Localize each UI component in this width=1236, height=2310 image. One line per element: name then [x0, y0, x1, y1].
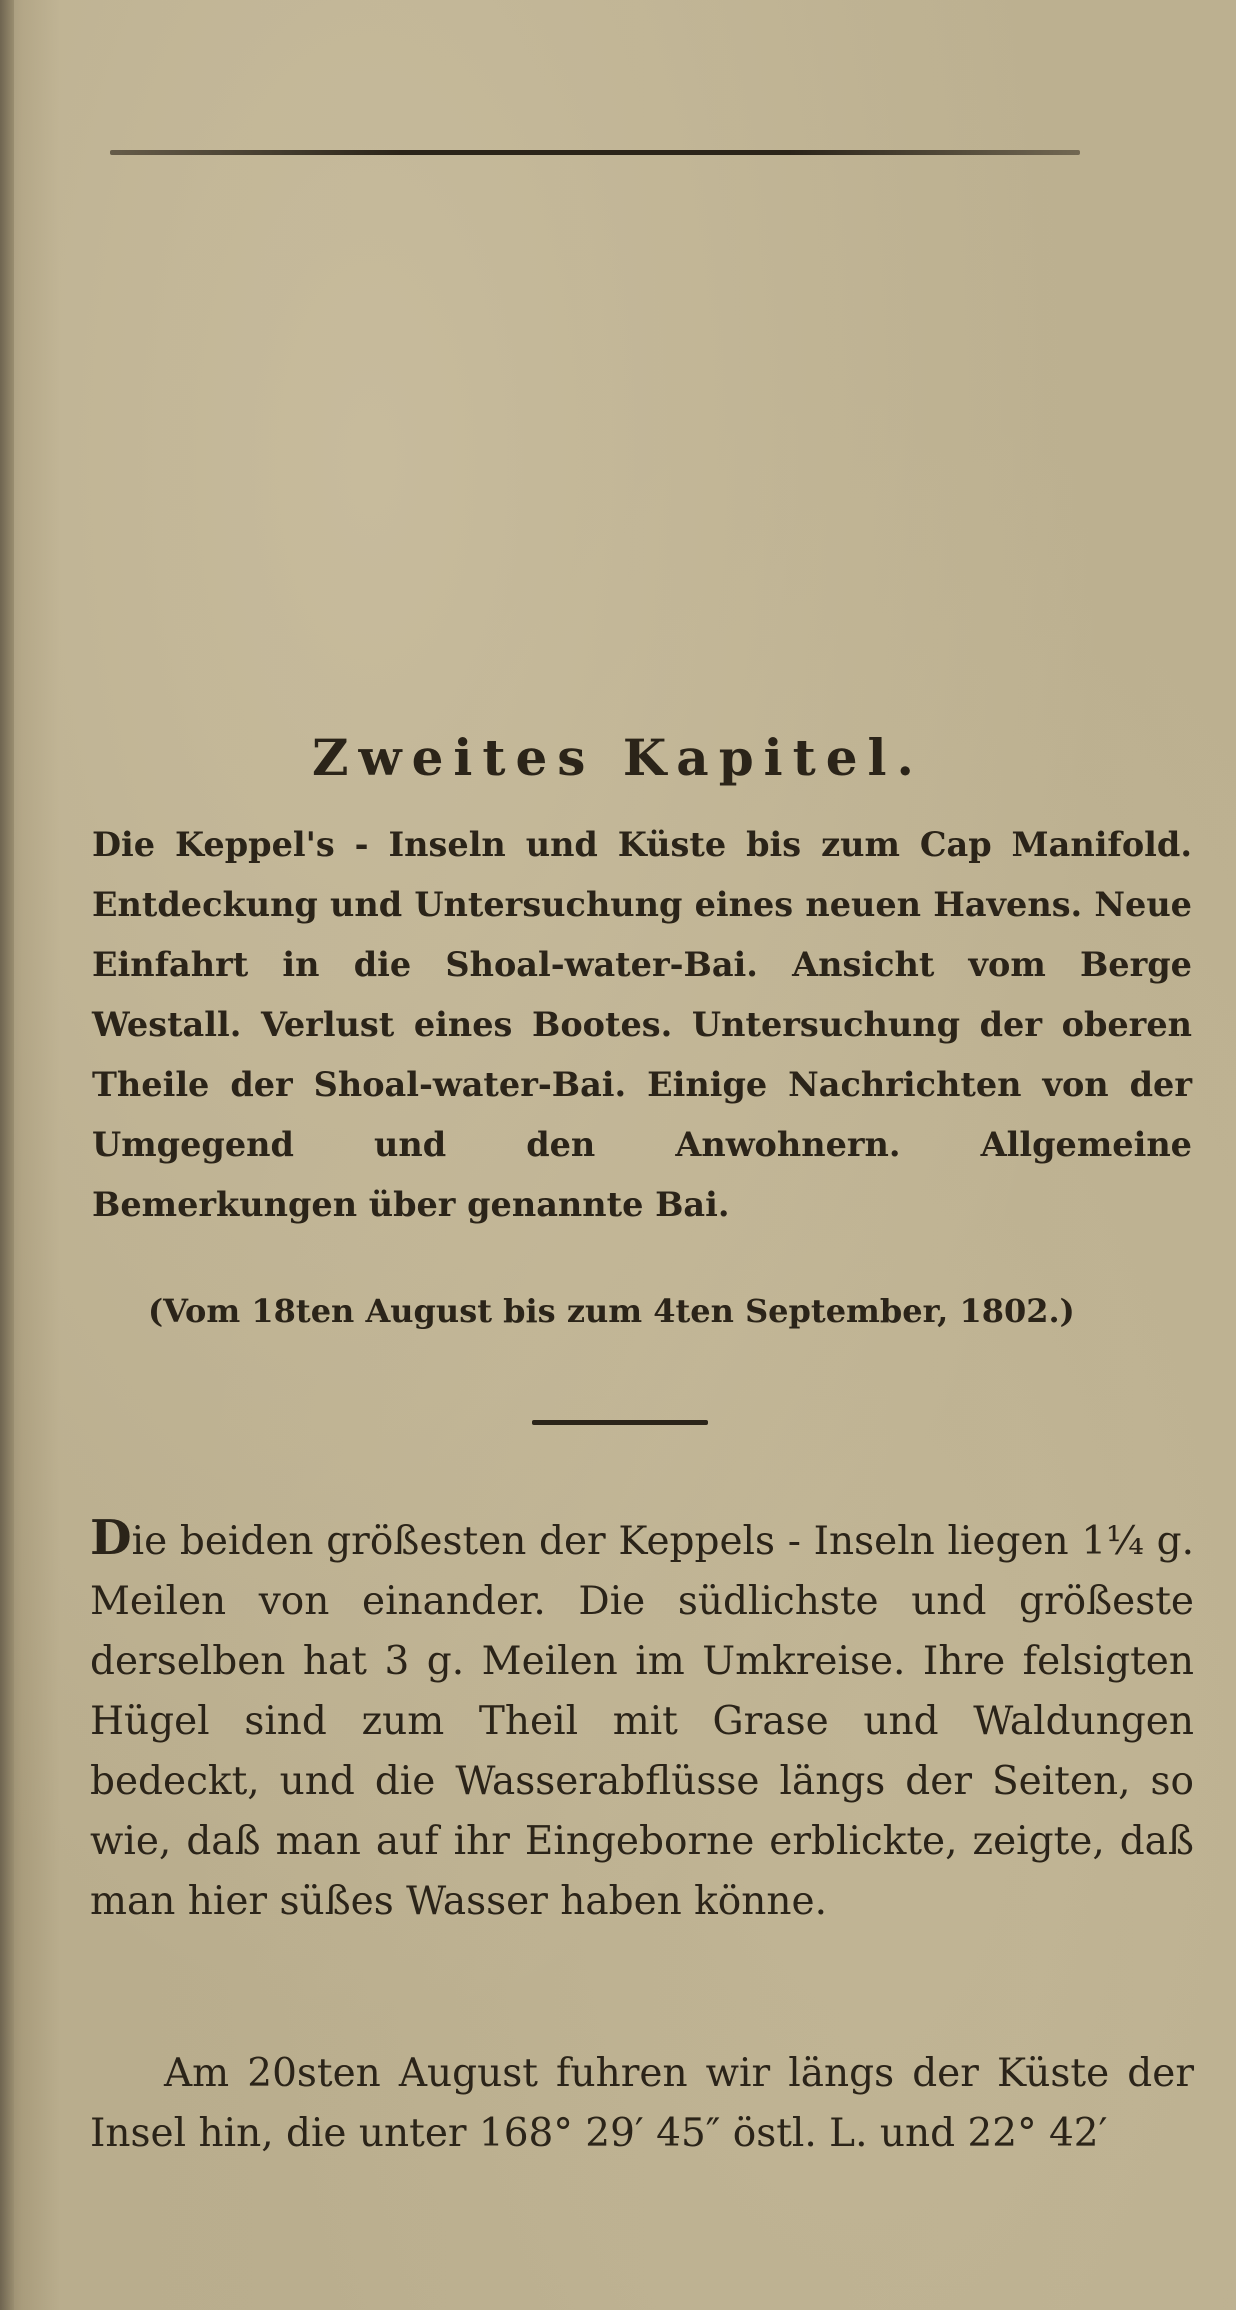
chapter-title: Zweites Kapitel. [312, 728, 924, 787]
initial-letter: D [90, 1510, 132, 1566]
chapter-summary: Die Keppel's - Inseln und Küste bis zum Cap Manifold. Entdeckung und Untersuchung eines neuen Havens. Neue Einfahrt in die Shoal-water-Bai. Ansicht vom Berge Westall. Verlust eines Bootes. Untersuchung der oberen Theile der Shoal-water-Bai. Einige Nachrichten von der Umgegend und den Anwohnern. Allgemeine Bemerkungen über genannte Bai. [92, 825, 1192, 1224]
binding-edge [0, 0, 14, 2310]
section-divider [532, 1420, 708, 1425]
chapter-date-range: (Vom 18ten August bis zum 4ten September, 1802.) [148, 1292, 1075, 1330]
top-rule [110, 150, 1080, 155]
body-paragraph-2 [90, 2044, 1194, 2164]
body-paragraph-1 [90, 1508, 1194, 1932]
paragraph-1-text: ie beiden größesten der Keppels - Inseln liegen 1¼ g. Meilen von einander. Die südlichste und größeste derselben hat 3 g. Meilen im Umkreise. Ihre felsigten Hügel sind zum Theil mit Grase und Waldungen bedeckt, und die Wasserabflüsse längs der Seiten, so wie, daß man auf ihr Eingeborne erblickte, zeigte, daß man hier süßes Wasser haben könne. [90, 1519, 1194, 1924]
paragraph-2-text: Am 20sten August fuhren wir längs der Küste der Insel hin, die unter 168° 29′ 45″ östl. L. und 22° 42′ [90, 2051, 1194, 2156]
